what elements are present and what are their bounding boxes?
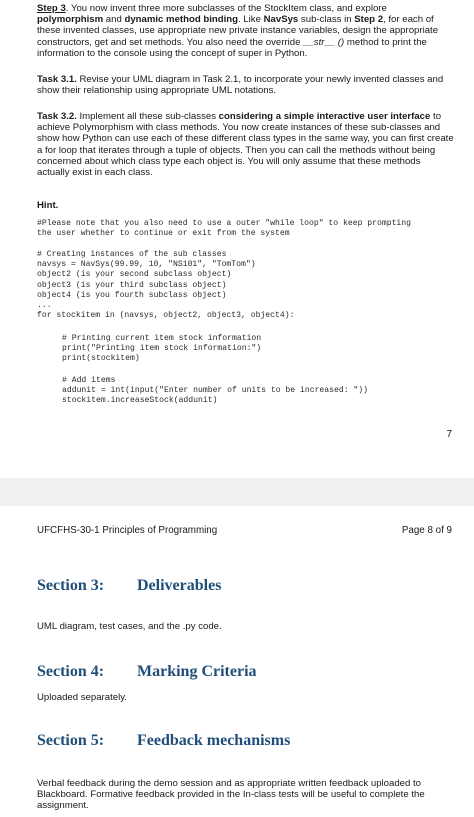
- section-3-heading: [37, 577, 221, 595]
- code-block-main: # Creating instances of the sub classes navsys = NavSys(99.99, 10, "NS101", "TomTom") object2 (is your second subclass object) object3 (is your third subclass object) object4 (is you fourth subclass object) ... for stockitem in (navsys, object2, object3, object4):: [37, 250, 295, 321]
- step3-bold-step2: Step 2: [354, 14, 384, 26]
- step3-text-2: and: [103, 14, 125, 26]
- section-4-title: Marking Criteria: [137, 663, 257, 680]
- step3-str-method: __str__ (): [303, 36, 345, 48]
- hint-comment: #Please note that you also need to use a outer "while loop" to keep prompting the user whether to continue or exit from the system: [37, 219, 411, 239]
- code-block-add-items: # Add items addunit = int(input("Enter number of units to be increased: ")) stockitem.increaseStock(addunit): [62, 376, 368, 406]
- step3-text-3: . Like: [237, 14, 264, 26]
- step3-text-5: , for each of these invented classes, use appropriate new private instance variables, design the appropriate constructors, get and set methods. You also need the override: [37, 14, 439, 48]
- task32-text-1: Implement all these sub-classes: [76, 111, 219, 122]
- step3-bold-polymorphism: polymorphism: [37, 14, 104, 26]
- step3-bold-dynamic-binding: dynamic method binding: [124, 14, 238, 26]
- task32-paragraph: [37, 111, 455, 178]
- section-5-heading: [37, 732, 290, 750]
- section-5-number: Section 5:: [37, 732, 105, 749]
- page-number: 7: [446, 429, 452, 440]
- section-5-body: Verbal feedback during the demo session and as appropriate written feedback uploaded to Blackboard. Formative feedback provided in the In-class tests will be useful to complete the assignment.: [37, 778, 425, 812]
- step3-text-4: sub-class in: [298, 14, 355, 26]
- step3-text-1: . You now invent three more subclasses of the StockItem class, and explore: [65, 3, 387, 14]
- section-3-number: Section 3:: [37, 577, 105, 594]
- step3-text-6: method to print the information to the console using the concept of super in Python.: [37, 36, 427, 59]
- header-module: UFCFHS-30-1 Principles of Programming: [37, 525, 218, 536]
- task32-bold: considering a simple interactive user interface: [218, 111, 431, 122]
- section-5-title: Feedback mechanisms: [137, 732, 291, 749]
- task31-label: Task 3.1.: [37, 74, 77, 85]
- page-separator: [0, 478, 474, 506]
- code-block-print: # Printing current item stock information print("Printing item stock information:") print(stockitem): [62, 334, 262, 364]
- section-3-body: UML diagram, test cases, and the .py code.: [37, 621, 222, 632]
- section-4-body: Uploaded separately.: [37, 692, 127, 703]
- step3-label: Step 3: [37, 3, 66, 14]
- section-4-number: Section 4:: [37, 663, 105, 680]
- hint-label-text: Hint.: [37, 200, 59, 211]
- task32-label: Task 3.2.: [37, 111, 77, 122]
- document-page-8: [0, 506, 474, 817]
- section-4-heading: [37, 663, 257, 681]
- step3-bold-navsys: NavSys: [263, 14, 299, 26]
- hint-label: [37, 200, 455, 211]
- step3-paragraph: [37, 3, 455, 59]
- section-3-title: Deliverables: [137, 577, 222, 594]
- task31-text: Revise your UML diagram in Task 2.1, to incorporate your newly invented classes and show their relationship using appropriate UML notations.: [37, 74, 444, 97]
- task31-paragraph: [37, 74, 455, 96]
- task32-text-2: to achieve Polymorphism with class methods. You now create instances of these sub-classes and show how Python can use each of these different class types in the same way, you can first create a for loop that iterates through a tuple of objects. Then you can call the methods without being concerned about which class type each object is. You will only assume that these methods actually exist in each class.: [37, 111, 454, 179]
- header-page: Page 8 of 9: [401, 525, 452, 536]
